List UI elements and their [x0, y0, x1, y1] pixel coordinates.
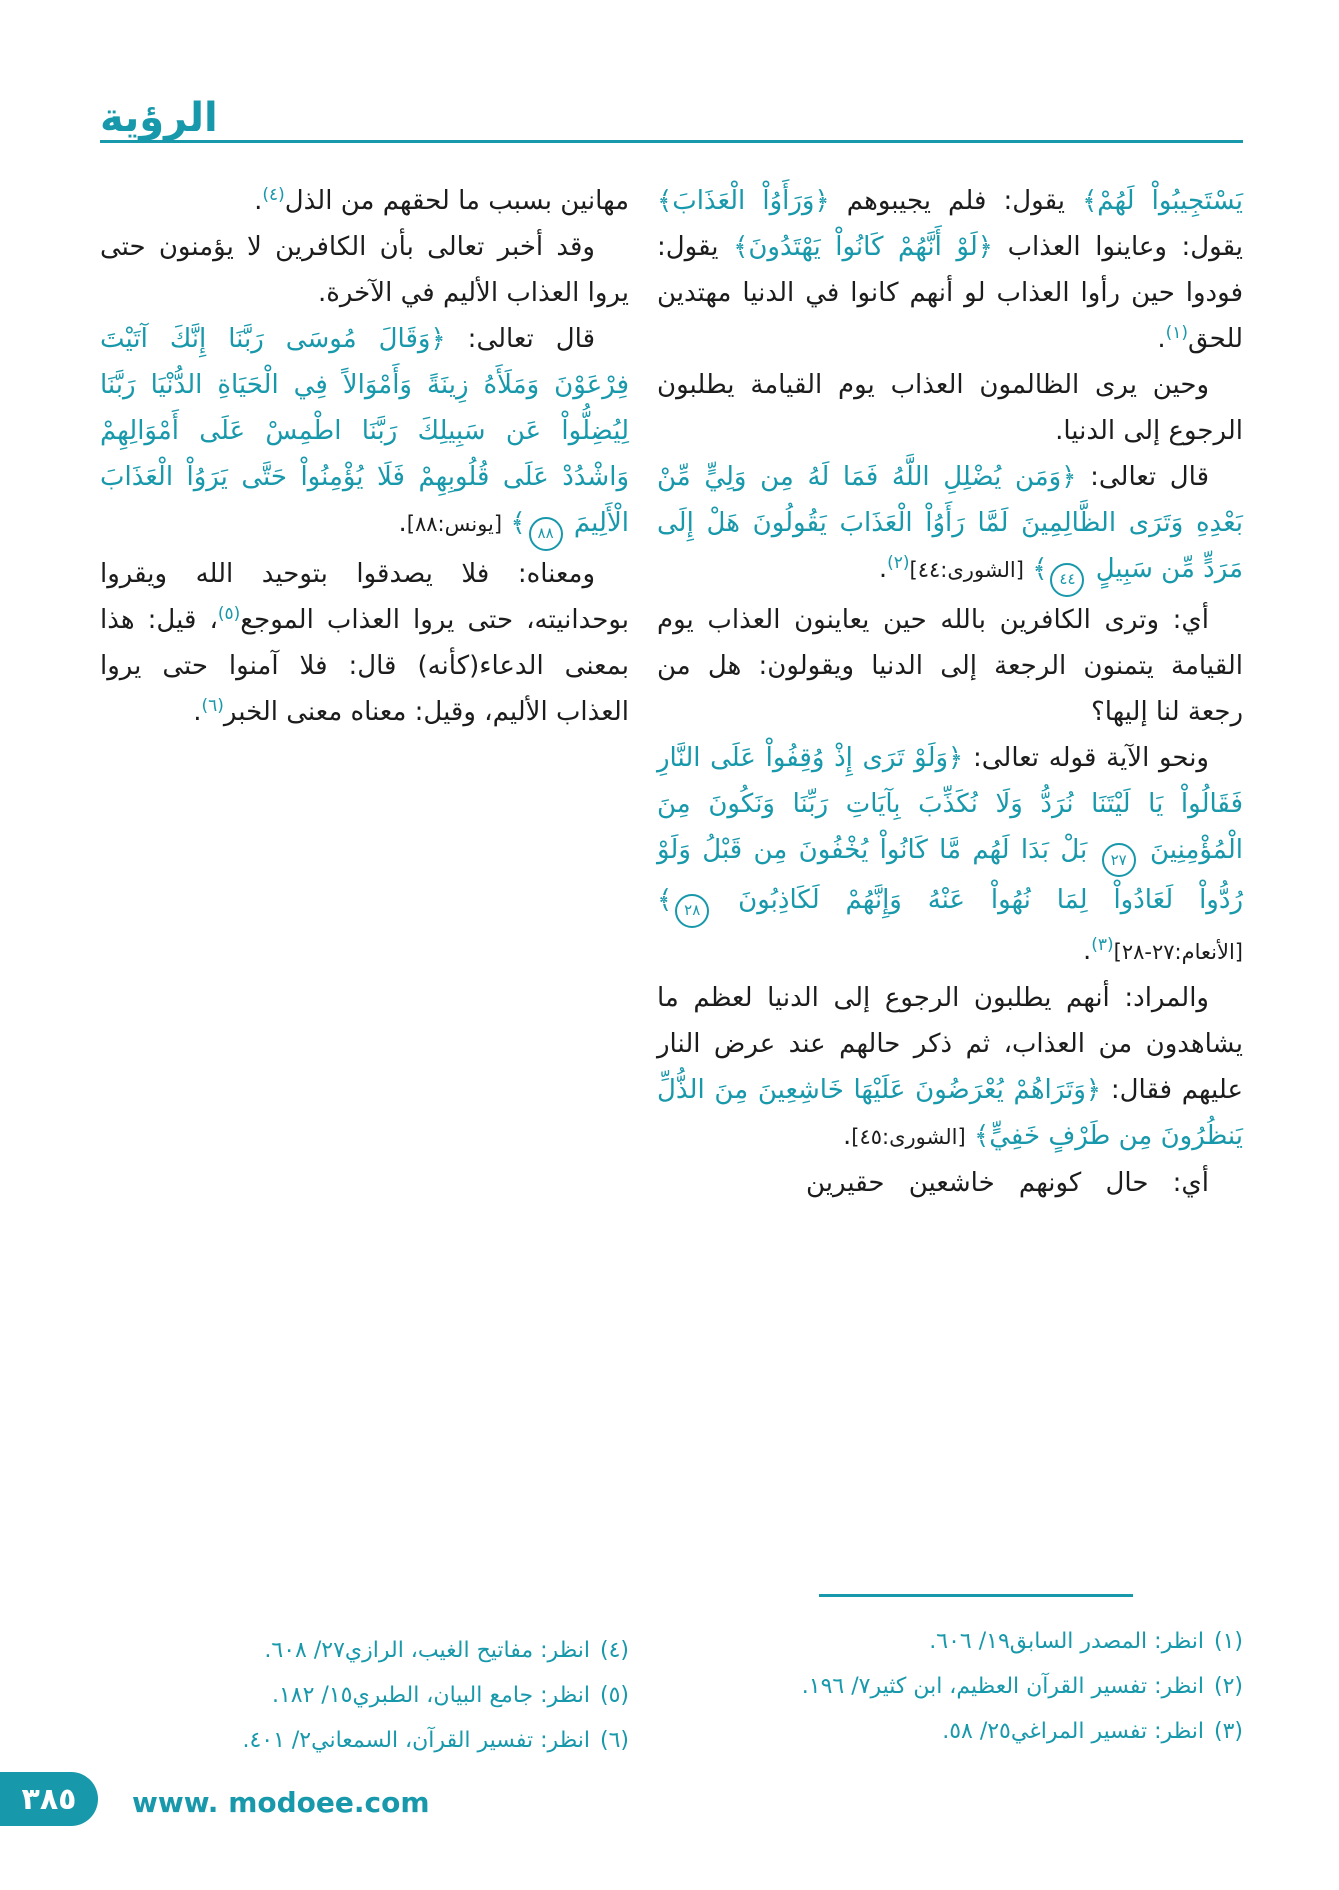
footnotes-left-list — [100, 1628, 629, 1763]
body-text: . — [878, 554, 888, 584]
quran-verse: يَسْتَجِيبُواْ لَهُمْ﴾ — [1082, 186, 1244, 216]
left-column — [100, 178, 629, 735]
body-text: يقول: فلم يجيبوهم — [829, 186, 1083, 216]
main-text-columns — [100, 178, 1243, 1206]
body-text: . — [254, 186, 263, 216]
body-text: . — [1157, 324, 1166, 354]
paragraph — [100, 224, 629, 316]
footnote-marker: (٥) — [217, 603, 241, 624]
right-column — [657, 178, 1243, 1206]
footnote-marker: (١) — [1165, 323, 1188, 343]
footnote-number: (٦) — [599, 1728, 629, 1753]
footnote-number: (١) — [1213, 1629, 1243, 1654]
body-text: مهانين بسبب ما لحقهم من الذل — [284, 186, 629, 216]
body-text — [1024, 554, 1032, 584]
body-text: . — [398, 508, 407, 538]
footnote — [100, 1628, 629, 1673]
body-text: قال تعالى: — [445, 324, 595, 354]
verse-number: ٢٧ — [1102, 843, 1136, 877]
body-text: أي: حال كونهم خاشعين حقيرين — [805, 1167, 1209, 1198]
paragraph — [657, 735, 1243, 975]
footnote — [100, 1673, 629, 1718]
quran-verse: ﴾ — [510, 508, 526, 538]
footnote-number: (٢) — [1213, 1674, 1243, 1699]
body-text — [966, 1121, 974, 1151]
body-text: . — [193, 696, 202, 727]
footnote-text: انظر: تفسير القرآن، السمعاني٢/ ٤٠١. — [242, 1728, 590, 1753]
website-url: www. modoee.com — [132, 1786, 430, 1819]
body-text: . — [842, 1120, 852, 1151]
footnote-marker: (٤) — [262, 185, 285, 205]
footnote-text: انظر: مفاتيح الغيب، الرازي٢٧/ ٦٠٨. — [264, 1638, 590, 1663]
body-text: ونحو الآية قوله تعالى: — [963, 742, 1209, 773]
body-text: وقد أخبر تعالى بأن الكافرين لا يؤمنون حتى يروا العذاب الأليم في الآخرة. — [100, 232, 629, 308]
footnotes-left-column — [100, 1594, 629, 1763]
footnote-text: انظر: جامع البيان، الطبري١٥/ ١٨٢. — [271, 1683, 590, 1708]
footnote — [657, 1619, 1243, 1664]
quran-verse: ﴿وَلَوْ تَرَى إِذْ وُقِفُواْ عَلَى النَّارِ فَقَالُواْ يَا لَيْتَنَا نُرَدُّ وَلَا نُكَذِّبَ بِآيَاتِ رَبِّنَا وَنَكُونَ مِنَ الْمُؤْمِنِينَ — [657, 742, 1243, 865]
page-number-badge — [0, 1772, 98, 1826]
body-text: يقول: فودوا حين رأوا العذاب لو أنهم كانوا في الدنيا مهتدين للحق — [657, 232, 1243, 354]
quran-verse: ﴿وَقَالَ مُوسَى رَبَّنَا إِنَّكَ آتَيْتَ فِرْعَوْنَ وَمَلَأَهُ زِينَةً وَأَمْوَالاً فِي الْحَيَاةِ الدُّنْيَا رَبَّنَا لِيُضِلُّواْ عَن سَبِيلِكَ رَبَّنَا اطْمِسْ عَلَى أَمْوَالِهِمْ وَاشْدُدْ عَلَى قُلُوبِهِمْ فَلَا يُؤْمِنُواْ حَتَّى يَرَوُاْ الْعَذَابَ الْأَلِيمَ — [100, 324, 629, 538]
paragraph — [657, 454, 1243, 597]
verse-reference: [الأنعام:٢٧-٢٨] — [1113, 939, 1243, 964]
paragraph — [100, 551, 629, 735]
footnote — [657, 1709, 1243, 1754]
section-title: الرؤية — [100, 95, 218, 141]
body-text: ومعناه: فلا يصدقوا بتوحيد الله ويقروا بوحدانيته، حتى يروا العذاب الموجع — [100, 558, 630, 635]
paragraph — [657, 362, 1243, 454]
page-header — [100, 88, 1243, 143]
quran-verse: ﴾ — [1032, 554, 1048, 584]
paragraph — [657, 597, 1243, 735]
paragraph — [100, 178, 629, 224]
body-text: والمراد: أنهم يطلبون الرجوع إلى الدنيا لعظم ما يشاهدون من العذاب، ثم ذكر حالهم عند عرض النار عليهم فقال: — [657, 982, 1243, 1105]
footnote-number: (٣) — [1213, 1719, 1243, 1744]
body-text: ، قيل: هذا بمعنى الدعاء(كأنه) قال: فلا آمنوا حتى يروا العذاب الأليم، وقيل: معناه معنى الخبر — [100, 604, 629, 727]
footnote-marker: (٣) — [1091, 934, 1114, 955]
verse-reference: [يونس:٨٨] — [406, 512, 503, 536]
footnotes-right-column — [657, 1594, 1243, 1754]
quran-verse: بَلْ بَدَا لَهُم مَّا كَانُواْ يُخْفُونَ مِن قَبْلُ وَلَوْ رُدُّواْ لَعَادُواْ لِمَا نُهُواْ عَنْهُ وَإِنَّهُمْ لَكَاذِبُونَ — [657, 834, 1243, 915]
footnote-text: انظر: المصدر السابق١٩/ ٦٠٦. — [929, 1629, 1204, 1654]
footnote-number: (٥) — [599, 1683, 629, 1708]
footnote — [657, 1664, 1243, 1709]
body-text: قال تعالى: — [1076, 462, 1210, 492]
footnote-separator — [819, 1594, 1133, 1597]
footnote-number: (٤) — [599, 1638, 629, 1663]
body-text: أي: وترى الكافرين بالله حين يعاينون العذاب يوم القيامة يتمنون الرجعة إلى الدنيا ويقولون: هل من رجعة لنا إليها؟ — [657, 604, 1243, 727]
quran-verse: ﴾ — [657, 885, 673, 915]
quran-verse: ﴿وَتَرَاهُمْ يُعْرَضُونَ عَلَيْهَا خَاشِعِينَ مِنَ الذُّلِّ يَنظُرُونَ مِن طَرْفٍ خَفِيٍّ﴾ — [657, 1074, 1243, 1151]
verse-reference: [الشورى:٤٥] — [851, 1124, 966, 1149]
verse-number: ٢٨ — [675, 894, 709, 928]
quran-verse: ﴿وَرَأَوُاْ الْعَذَابَ﴾ — [657, 186, 830, 216]
verse-number: ٨٨ — [529, 517, 563, 551]
footnote-text: انظر: تفسير القرآن العظيم، ابن كثير٧/ ١٩٦. — [801, 1674, 1204, 1699]
paragraph — [657, 178, 1243, 362]
footnote-marker: (٢) — [887, 553, 910, 573]
paragraph — [657, 975, 1243, 1160]
footnote-marker: (٦) — [201, 695, 224, 716]
verse-number: ٤٤ — [1050, 563, 1084, 597]
footnote-text: انظر: تفسير المراغي٢٥/ ٥٨. — [942, 1719, 1204, 1744]
body-text: يقول: وعاينوا العذاب — [992, 232, 1243, 262]
page-number: ٣٨٥ — [21, 1781, 77, 1817]
quran-verse: ﴿وَمَن يُضْلِلِ اللَّهُ فَمَا لَهُ مِن وَلِيٍّ مِّنْ بَعْدِهِ وَتَرَى الظَّالِمِينَ لَمَّا رَأَوُاْ الْعَذَابَ يَقُولُونَ هَلْ إِلَى مَرَدٍّ مِّن سَبِيلٍ — [657, 462, 1243, 584]
quran-verse: ﴿لَوْ أَنَّهُمْ كَانُواْ يَهْتَدُونَ﴾ — [733, 232, 993, 262]
paragraph — [100, 316, 629, 551]
paragraph — [657, 1160, 1243, 1206]
footnote — [100, 1718, 629, 1763]
verse-reference: [الشورى:٤٤] — [909, 558, 1024, 582]
footnotes-section — [100, 1594, 1243, 1763]
body-text: . — [1082, 935, 1092, 966]
body-text: وحين يرى الظالمون العذاب يوم القيامة يطلبون الرجوع إلى الدنيا. — [657, 370, 1243, 446]
footnotes-right-list — [657, 1619, 1243, 1754]
